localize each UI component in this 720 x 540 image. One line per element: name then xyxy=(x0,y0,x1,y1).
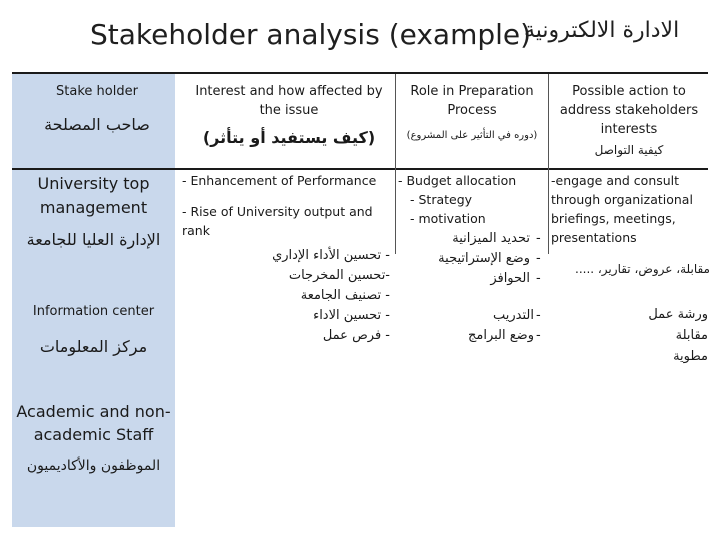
page-title-arabic: الادارة الالكترونية xyxy=(524,18,680,43)
list-item: - Budget allocation xyxy=(398,173,517,188)
stakeholder-academic-staff xyxy=(12,400,175,474)
header-role-ar: (دوره في التأثير على المشروع) xyxy=(406,130,538,141)
table-top-border xyxy=(12,72,708,74)
role-ar-list xyxy=(398,229,530,289)
role-ar-bullets: - - xyxy=(536,308,541,343)
stakeholder-ar: الموظفون والأكاديميون xyxy=(26,458,161,474)
action-ar-list xyxy=(600,304,708,367)
list-item: وضع الإستراتيجية xyxy=(438,251,530,266)
list-item: الحوافز xyxy=(490,271,530,286)
header-interest-en: Interest and how affected by the issue xyxy=(195,84,383,118)
header-stakeholder xyxy=(12,82,182,134)
role-ar-list xyxy=(398,306,534,346)
action-en: -engage and consult through organizational briefings, meetings, presentations xyxy=(551,173,693,245)
stakeholder-en: Information center xyxy=(32,304,155,319)
list-item: تحديد الميزانية xyxy=(452,231,530,246)
header-interest xyxy=(186,82,392,147)
stakeholder-university-management xyxy=(12,172,175,249)
list-item: -تحسين المخرجات xyxy=(288,268,390,283)
header-interest-ar: (كيف يستفيد أو يتأثر) xyxy=(202,128,376,147)
stakeholder-ar: مركز المعلومات xyxy=(39,337,148,356)
list-item: - تحسين الاداء xyxy=(313,308,390,323)
list-item: - Strategy xyxy=(410,192,473,207)
stakeholder-ar: الإدارة العليا للجامعة xyxy=(26,230,161,249)
stakeholder-information-center xyxy=(12,304,175,356)
list-item: مقابلة xyxy=(675,328,708,343)
list-item: - motivation xyxy=(410,211,486,226)
header-action-ar: كيفية التواصل xyxy=(594,143,664,157)
list-item: - تصنيف الجامعة xyxy=(300,288,390,303)
header-stakeholder-ar: صاحب المصلحة xyxy=(44,115,150,134)
action-ar: مقابلة، عروض، تقارير، ..... xyxy=(575,262,710,276)
list-item: مطوية xyxy=(673,349,708,364)
interest-ar-list xyxy=(210,246,390,306)
stakeholder-en: University top management xyxy=(37,174,150,217)
header-divider xyxy=(12,168,708,170)
list-item: التدريب xyxy=(493,308,534,323)
page-title: Stakeholder analysis (example) xyxy=(90,18,532,51)
header-role-en: Role in Preparation Process xyxy=(410,84,534,118)
stakeholder-en: Academic and non-academic Staff xyxy=(16,402,171,444)
list-item: - Enhancement of Performance xyxy=(182,173,377,188)
header-action xyxy=(550,82,708,157)
role-ar-bullets: - - - xyxy=(536,231,541,286)
header-action-en: Possible action to address stakeholders interests xyxy=(559,84,699,137)
list-item: - فرص عمل xyxy=(322,328,390,343)
column-divider xyxy=(548,74,549,254)
list-item: ورشة عمل xyxy=(648,307,708,322)
header-role xyxy=(398,82,546,141)
column-divider xyxy=(395,74,396,254)
list-item: وضع البرامج xyxy=(467,328,534,343)
interest-ar-list xyxy=(230,306,390,346)
list-item: - Rise of University output and rank xyxy=(182,204,373,238)
interest-en-list xyxy=(182,171,394,240)
header-stakeholder-en: Stake holder xyxy=(56,84,138,99)
role-en-list xyxy=(398,171,548,228)
list-item: - تحسين الأداء الإداري xyxy=(272,248,390,263)
